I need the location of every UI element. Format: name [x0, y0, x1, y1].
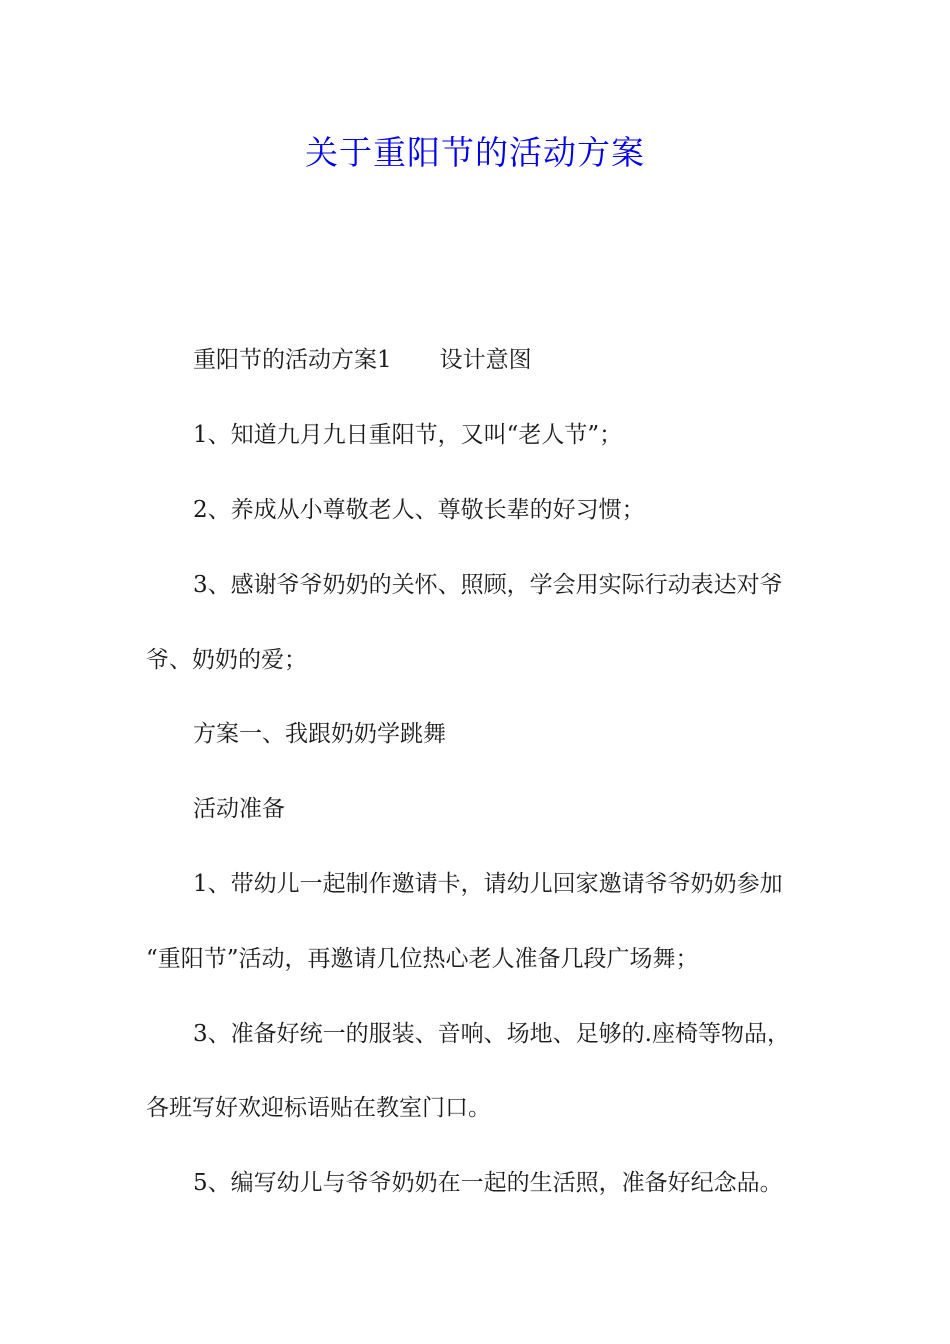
paragraph-line-2: 2、养成从小尊敬老人、尊敬长辈的好习惯； — [193, 497, 645, 523]
section-heading-title: 重阳节的活动方案1 — [193, 347, 392, 373]
document-title: 关于重阳节的活动方案 — [305, 133, 645, 172]
paragraph-line-1: 1、知道九月九日重阳节，又叫“老人节”； — [193, 422, 623, 448]
paragraph-line-3-continued: 爷、奶奶的爱； — [146, 647, 307, 673]
prep-item-3-continued: 各班写好欢迎标语贴在教室门口。 — [146, 1095, 491, 1121]
section-heading — [193, 342, 865, 378]
prep-item-3: 3、准备好统一的服装、音响、场地、足够的.座椅等物品， — [193, 1021, 790, 1047]
prep-item-5: 5、编写幼儿与爷爷奶奶在一起的生活照，准备好纪念品。 — [193, 1170, 783, 1196]
paragraph-line-3: 3、感谢爷爷奶奶的关怀、照顾，学会用实际行动表达对爷 — [193, 572, 783, 598]
section-heading-subtitle: 设计意图 — [439, 347, 532, 373]
prep-item-1: 1、带幼儿一起制作邀请卡，请幼儿回家邀请爷爷奶奶参加 — [193, 871, 783, 897]
activity-prep-heading: 活动准备 — [193, 796, 285, 822]
plan-heading: 方案一、我跟奶奶学跳舞 — [193, 721, 446, 747]
prep-item-1-continued: “重阳节”活动，再邀请几位热心老人准备几段广场舞； — [146, 946, 699, 972]
